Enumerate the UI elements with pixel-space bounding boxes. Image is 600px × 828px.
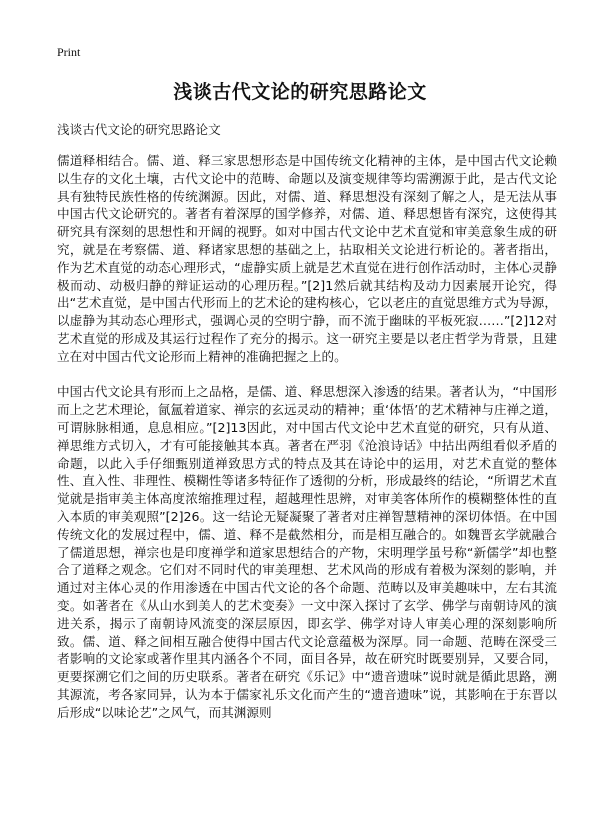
- print-link[interactable]: Print: [57, 45, 81, 59]
- article-paragraph: 中国古代文论具有形而上之品格，是儒、道、释思想深入渗透的结果。著者认为，“中国形而上之艺术理论，氤氲着道家、禅宗的玄远灵动的精神；重‘体悟’的艺术精神与庄禅之道，可谓脉脉相通，息息相应。”[2]13因此，对中国古代文论中艺术直觉的研究，只有从道、禅思维方式切入，才有可能接触其本真。著者在严羽《沧浪诗话》中拈出两组看似矛盾的命题，以此入手仔细甄别道禅致思方式的特点及其在诗论中的运用，对艺术直觉的整体性、直入性、非理性、模糊性等诸多特征作了透彻的分析，形成最终的结论，“所谓艺术直觉就是指审美主体高度浓缩推理过程，超越理性思辨，对审美客体所作的模糊整体性的直入本质的审美观照”[2]26。这一结论无疑凝聚了著者对庄禅智慧精神的深切体悟。在中国传统文化的发展过程中，儒、道、释不是截然相分，而是相互融合的。如魏晋玄学就融合了儒道思想，禅宗也是印度禅学和道家思想结合的产物，宋明理学虽号称“新儒学”却也整合了道释之观念。它们对不同时代的审美理想、艺术风尚的形成有着极为深刻的影响，并通过对主体心灵的作用渗透在中国古代文论的各个命题、范畴以及审美趣味中，左右其流变。如著者在《从山水到美人的艺术变奏》一文中深入探讨了玄学、佛学与南朝诗风的演进关系，揭示了南朝诗风流变的深层原因，即玄学、佛学对诗人审美心理的深刻影响所致。儒、道、释之间相互融合使得中国古代文论意蕴极为深厚。同一命题、范畴在深受三者影响的文论家或著作里其内涵各个不同，面目各异，故在研究时既要别异，又要合同，更要探溯它们之间的历史联系。著者在研究《乐记》中“遗音遗味”说时就是循此思路，溯其源流，考各家同异，认为本于儒家礼乐文化而产生的“遗音遗味”说，其影响在于东晋以后形成“以味论艺”之风气，而其渊源则: [57, 384, 557, 720]
- article-subtitle: 浅谈古代文论的研究思路论文: [57, 122, 221, 137]
- article-paragraph: 儒道释相结合。儒、道、释三家思想形态是中国传统文化精神的主体，是中国古代文论赖以生存的文化土壤，古代文论中的范畴、命题以及演变规律等均需溯源于此，是古代文论具有独特民族性格的传统渊源。因此，对儒、道、释思想没有深刻了解之人，是无法从事中国古代文论研究的。著者有着深厚的国学修养，对儒、道、释思想皆有深究，这使得其研究具有深刻的思想性和开阔的视野。如对中国古代文论中艺术直觉和审美意象生成的研究，就是在考察儒、道、释诸家思想的基础之上，拈取相关文论进行析论的。著者指出，作为艺术直觉的动态心理形式，“虚静实质上就是艺术直觉在进行创作活动时，主体心灵静极而动、动极归静的辩证运动的心理历程。”[2]1然后就其结构及动力因素展开论究，得出“艺术直觉，是中国古代形而上的艺术论的建构核心，它以老庄的直觉思维方式为导源，以虚静为其动态心理形式，强调心灵的空明宁静，而不流于幽昧的平板死寂……”[2]12对艺术直觉的形成及其运行过程作了充分的揭示。这一研究主要是以老庄哲学为背景，且建立在对中国古代文论形而上精神的准确把握之上的。: [57, 153, 557, 364]
- article-body: [57, 152, 557, 722]
- article-title: 浅谈古代文论的研究思路论文: [173, 81, 427, 103]
